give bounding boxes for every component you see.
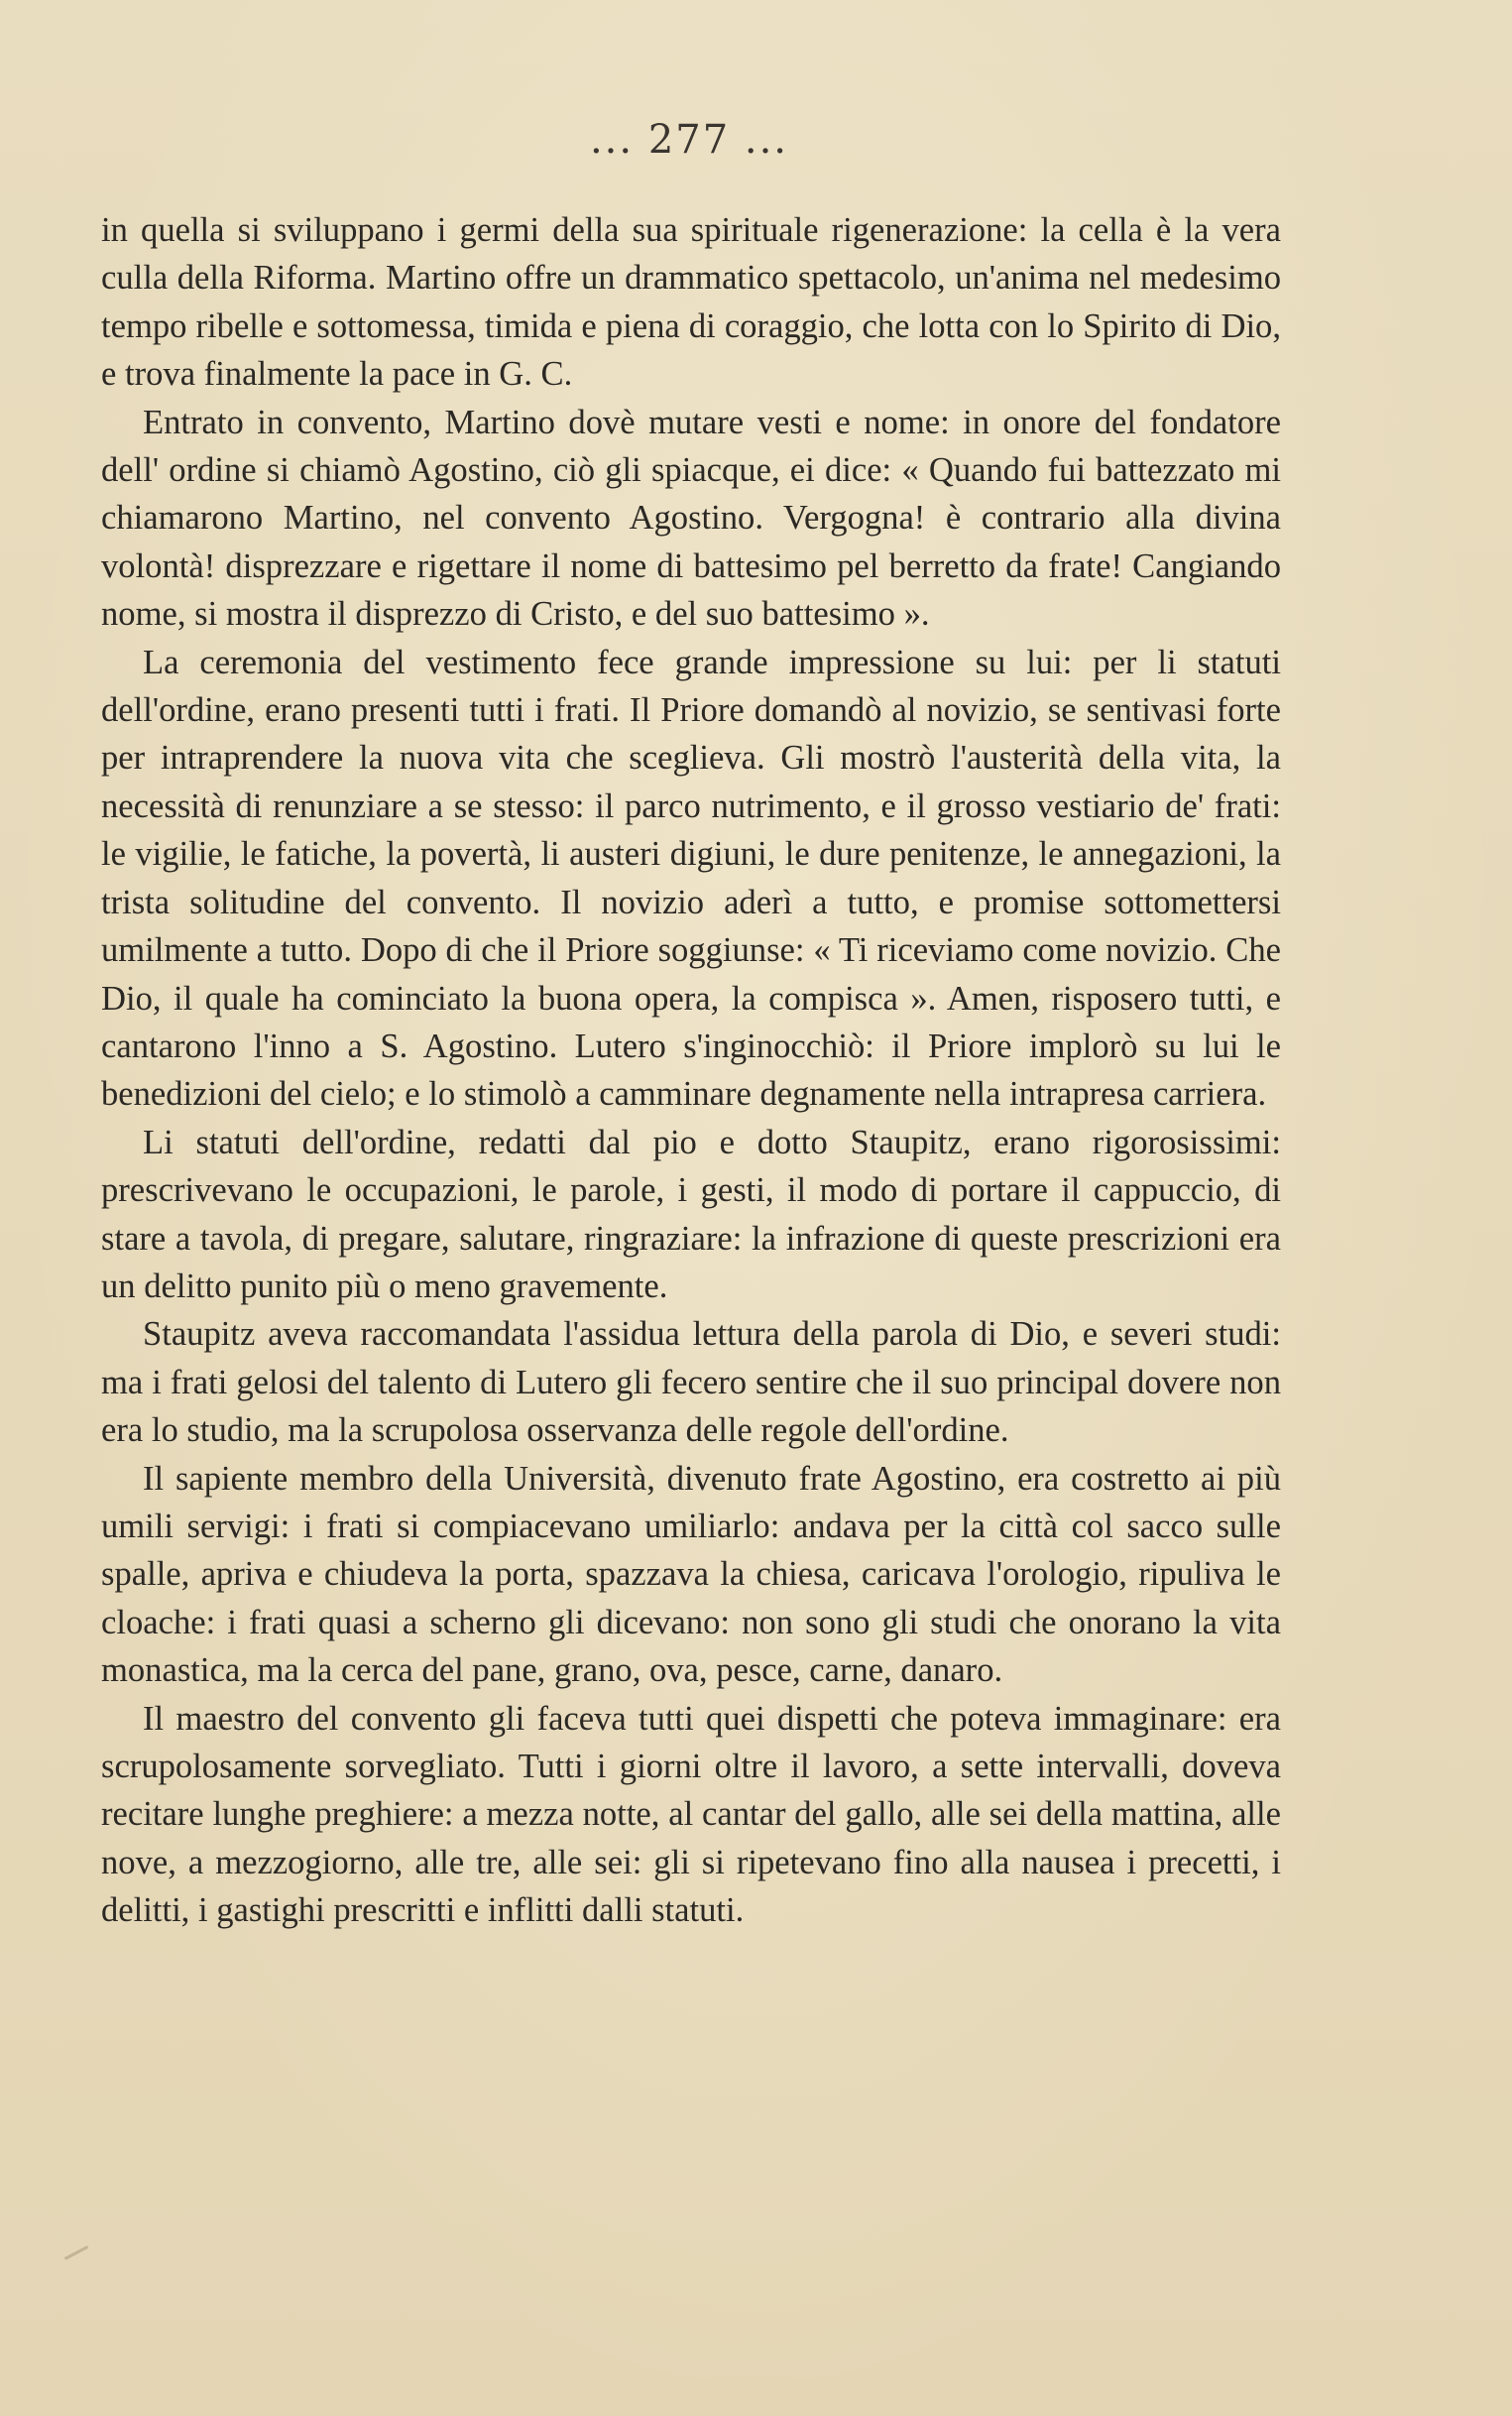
paragraph-4: Li statuti dell'ordine, redatti dal pio e dotto Staupitz, erano rigorosissimi: prescrivevano le occupazioni, le parole, i gesti, il modo di portare il cappuccio, di stare a tavola, di pregare, salutare, ringraziare: la infrazione di queste prescrizioni era un delitto punito più o meno gravemente. (101, 1123, 1281, 1305)
paragraph-2: Entrato in convento, Martino dovè mutare vesti e nome: in onore del fondatore dell' ordine si chiamò Agostino, ciò gli spiacque, ei dice: « Quando fui battezzato mi chiamarono Martino, nel convento Agostino. Vergogna! è contrario alla divina volontà! disprezzare e rigettare il nome di battesimo pel berretto da frate! Cangiando nome, si mostra il disprezzo di Cristo, e del suo battesimo ». (101, 403, 1281, 634)
body-text (101, 206, 1281, 1935)
paragraph-6: Il sapiente membro della Università, divenuto frate Agostino, era costretto ai più umili servigi: i frati si compiacevano umiliarlo: andava per la città col sacco sulle spalle, apriva e chiudeva la porta, spazzava la chiesa, caricava l'orologio, ripuliva le cloache: i frati quasi a scherno gli dicevano: non sono gli studi che onorano la vita monastica, ma la cerca del pane, grano, ova, pesce, carne, danaro. (101, 1459, 1281, 1690)
paragraph-7: Il maestro del convento gli faceva tutti quei dispetti che poteva immaginare: era scrupolosamente sorvegliato. Tutti i giorni oltre il lavoro, a sette intervalli, doveva recitare lunghe preghiere: a mezza notte, al cantar del gallo, alle sei della mattina, alle nove, a mezzogiorno, alle tre, alle sei: gli si ripetevano fino alla nausea i precetti, i delitti, i gastighi prescritti e inflitti dalli statuti. (101, 1699, 1281, 1930)
paragraph-5: Staupitz aveva raccomandata l'assidua lettura della parola di Dio, e severi studi: ma i frati gelosi del talento di Lutero gli fecero sentire che il suo principal dovere non era lo studio, ma la scrupolosa osservanza delle regole dell'ordine. (101, 1315, 1281, 1450)
paragraph-3: La ceremonia del vestimento fece grande impressione su lui: per li statuti dell'ordine, erano presenti tutti i frati. Il Priore domandò al novizio, se sentivasi forte per intraprendere la nuova vita che sceglieva. Gli mostrò l'austerità della vita, la necessità di renunziare a se stesso: il parco nutrimento, e il grosso vestiario de' frati: le vigilie, le fatiche, la povertà, li austeri digiuni, le dure penitenze, le annegazioni, la trista solitudine del convento. Il novizio aderì a tutto, e promise sottomettersi umilmente a tutto. Dopo di che il Priore soggiunse: « Ti riceviamo come novizio. Che Dio, il quale ha cominciato la buona opera, la compisca ». Amen, risposero tutti, e cantarono l'inno a S. Agostino. Lutero s'inginocchiò: il Priore implorò su lui le benedizioni del cielo; e lo stimolò a camminare degnamente nella intrapresa carriera. (101, 643, 1281, 1114)
page-number: ... 277 ... (589, 117, 789, 163)
paragraph-1: in quella si sviluppano i germi della sua spirituale rigenerazione: la cella è la vera culla della Riforma. Martino offre un drammatico spettacolo, un'anima nel medesimo tempo ribelle e sottomessa, timida e piena di coraggio, che lotta con lo Spirito di Dio, e trova finalmente la pace in G. C. (101, 211, 1281, 394)
page-smudge (64, 2245, 88, 2260)
